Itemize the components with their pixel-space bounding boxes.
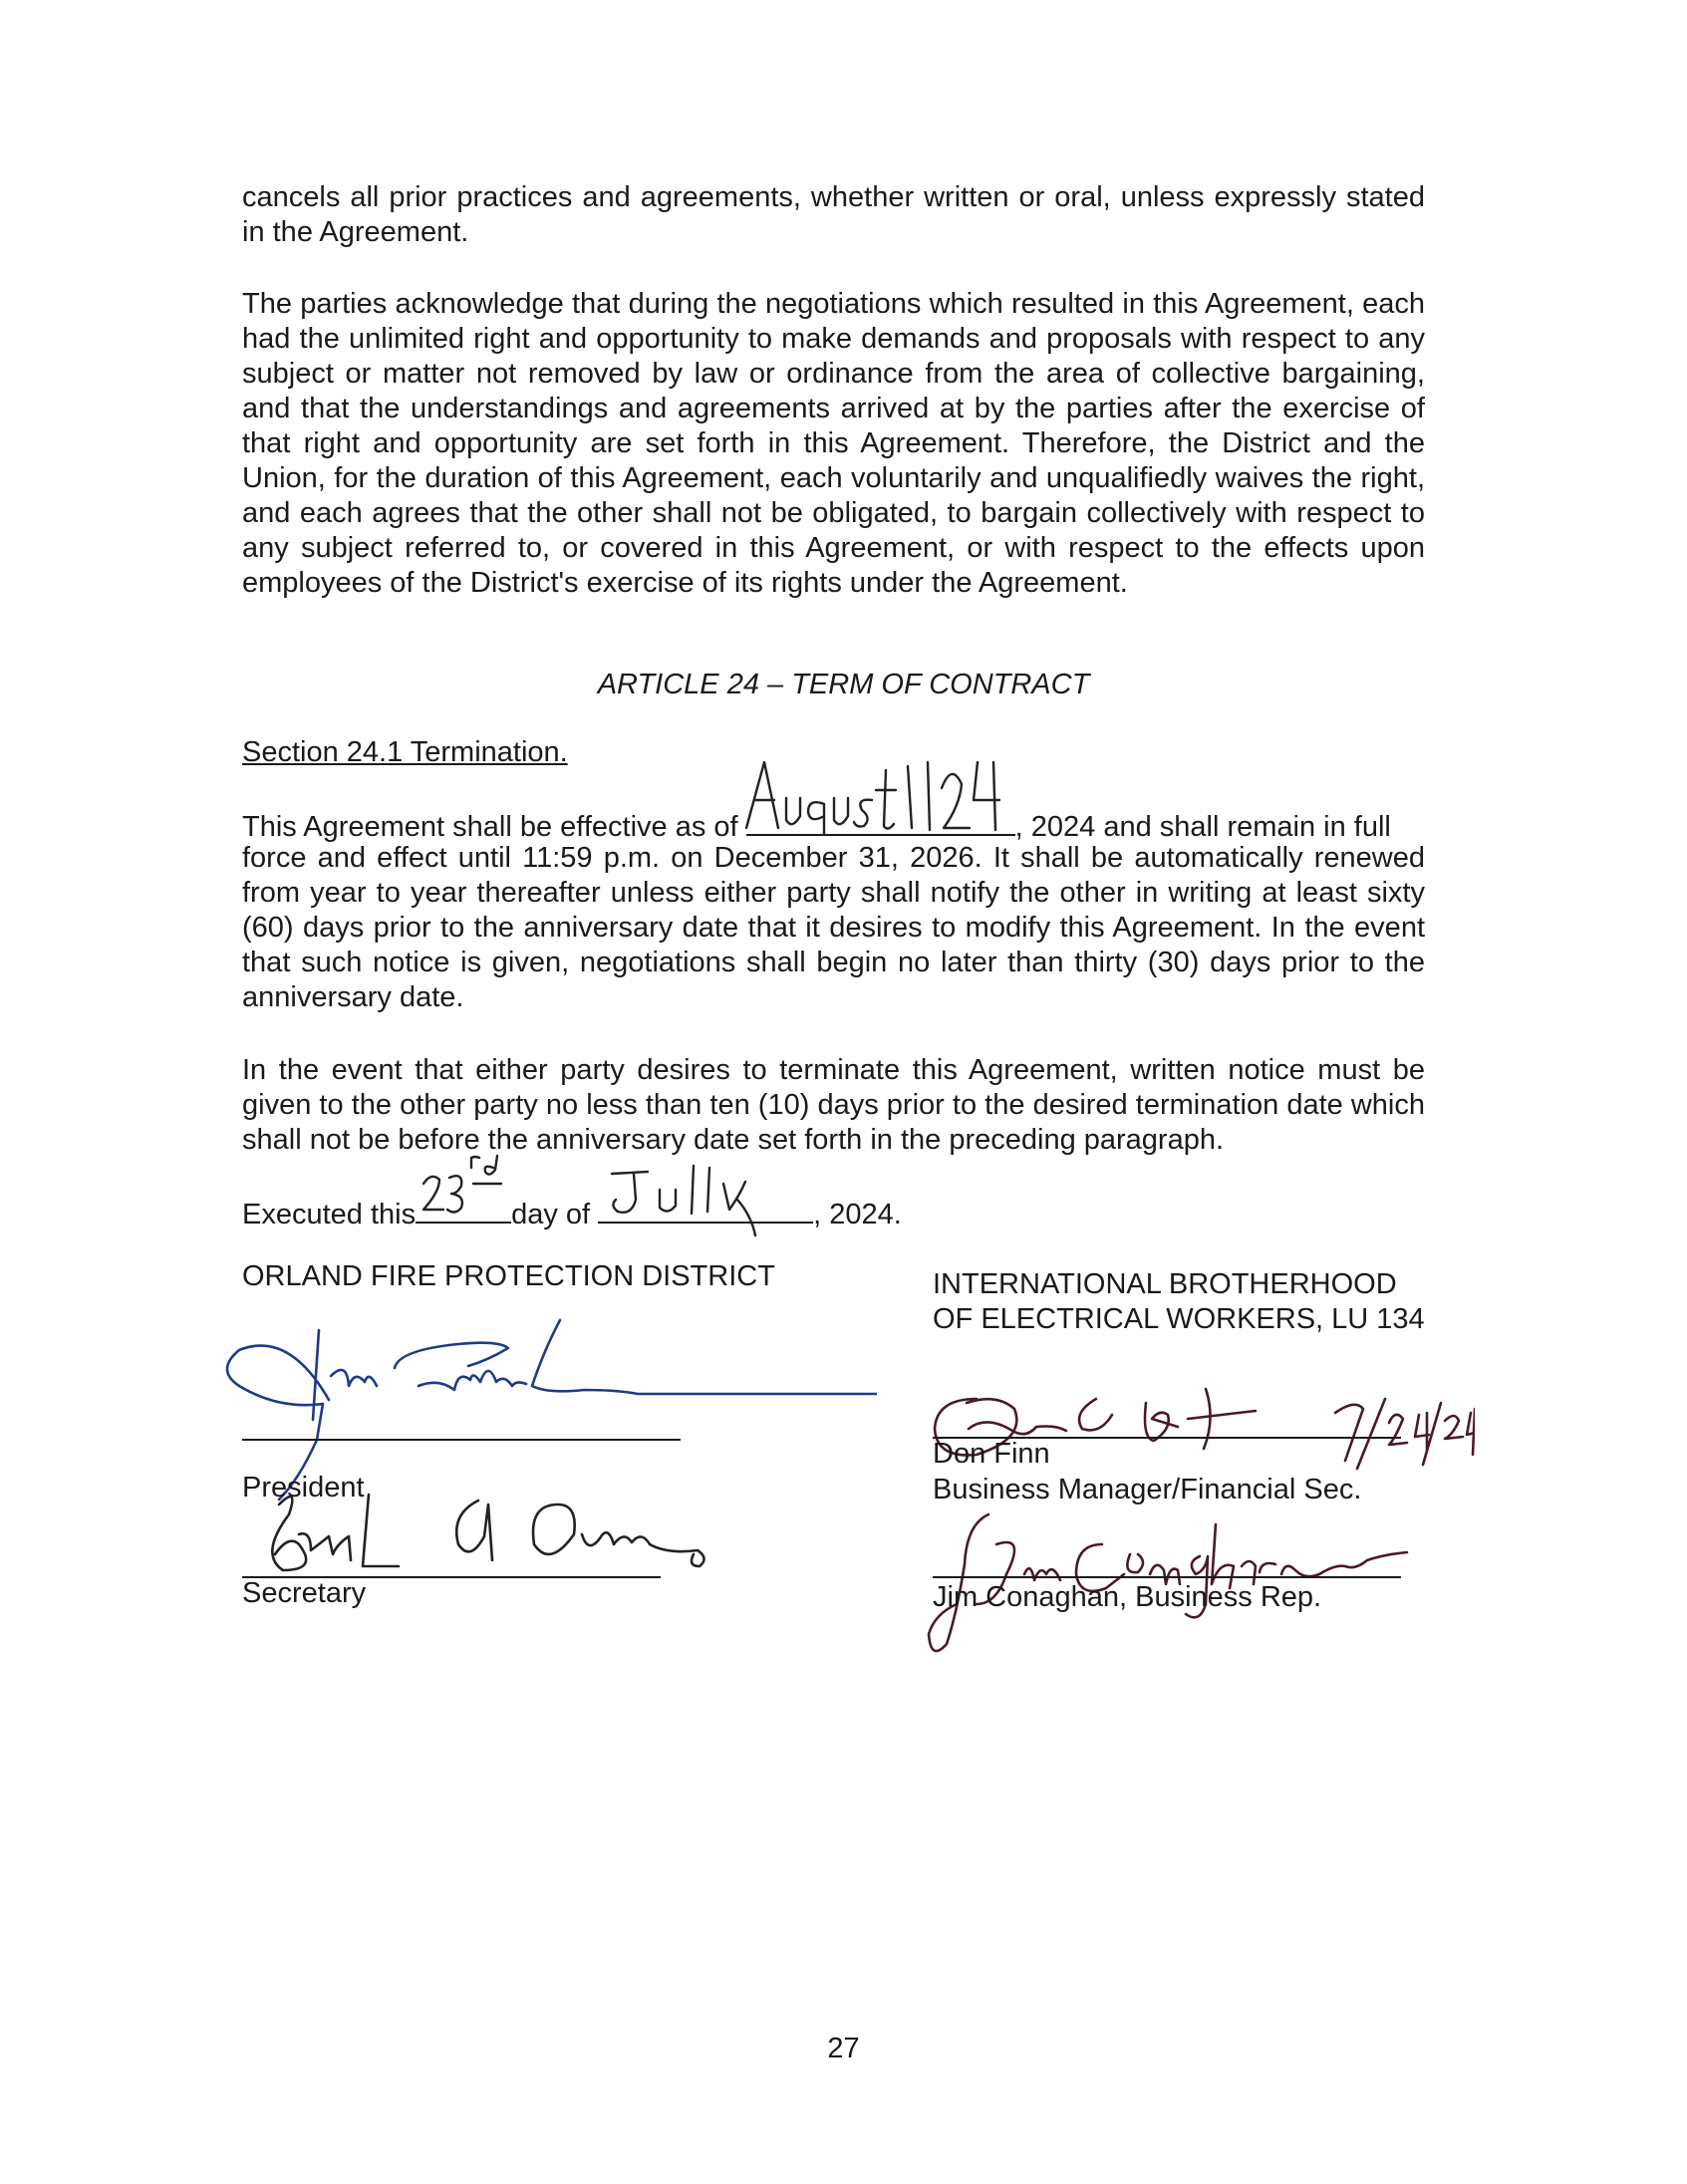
president-signature-line	[242, 1439, 681, 1441]
executed-prefix: Executed this	[242, 1199, 417, 1230]
handwritten-month	[598, 1160, 817, 1239]
paragraph-termination-notice: In the event that either party desires to terminate this Agreement, written notice must be given to the other party no less than ten (10) days prior to the desired termination date which shall not be before the anniversary date set forth in the preceding paragraph.	[242, 1054, 1425, 1156]
effective-suffix: , 2024 and shall remain in full	[1014, 811, 1391, 843]
paragraph-prior-practices: cancels all prior practices and agreements, whether written or oral, unless expressly stated in the Agreement.	[242, 181, 1425, 248]
don-finn-title: Business Manager/Financial Sec.	[933, 1474, 1362, 1505]
year-suffix: , 2024.	[813, 1199, 902, 1230]
article-heading: ARTICLE 24 – TERM OF CONTRACT	[597, 669, 1090, 700]
president-title: President	[242, 1472, 365, 1503]
day-blank	[416, 1194, 511, 1224]
effective-prefix: This Agreement shall be effective as of	[242, 811, 738, 843]
handwritten-effective-date	[738, 754, 1027, 834]
union-name-line2: OF ELECTRICAL WORKERS, LU 134	[933, 1303, 1425, 1335]
month-blank	[598, 1194, 813, 1224]
district-name: ORLAND FIRE PROTECTION DISTRICT	[242, 1260, 775, 1292]
don-finn-name: Don Finn	[933, 1438, 1050, 1470]
secretary-title: Secretary	[242, 1577, 367, 1609]
effective-date-blank	[746, 806, 1015, 836]
paragraph-term: force and effect until 11:59 p.m. on December 31, 2026. It shall be automatically renewed from year to year thereafter unless either party shall notify the other in writing at least sixty (60) days prior to the anniversary date that it desires to modify this Agreement. In the event that such notice is given, negotiations shall begin no later than thirty (30) days prior to the anniversary date.	[242, 842, 1425, 1013]
paragraph-waiver: The parties acknowledge that during the negotiations which resulted in this Agreement, each had the unlimited right and opportunity to make demands and proposals with respect to any subject or matter not removed by law or ordinance from the area of collective bargaining, and that the understandings and agreements arrived at by the parties after the exercise of that right and opportunity are set forth in this Agreement. Therefore, the District and the Union, for the duration of this Agreement, each voluntarily and unqualifiedly waives the right, and each agrees that the other shall not be obligated, to bargain collectively with respect to any subject referred to, or covered in this Agreement, or with respect to the effects upon employees of the District's exercise of its rights under the Agreement.	[242, 288, 1425, 599]
page-number: 27	[827, 2033, 860, 2064]
day-of-label: day of	[511, 1199, 591, 1230]
jim-conaghan-signature-line	[933, 1576, 1401, 1578]
section-title: Section 24.1 Termination.	[242, 736, 568, 768]
union-name-line1: INTERNATIONAL BROTHERHOOD	[933, 1268, 1397, 1300]
jim-conaghan-name-title: Jim Conaghan, Business Rep.	[933, 1581, 1322, 1613]
handwritten-day	[418, 1154, 517, 1224]
effective-date-line	[242, 806, 1391, 845]
execution-line	[242, 1194, 902, 1232]
